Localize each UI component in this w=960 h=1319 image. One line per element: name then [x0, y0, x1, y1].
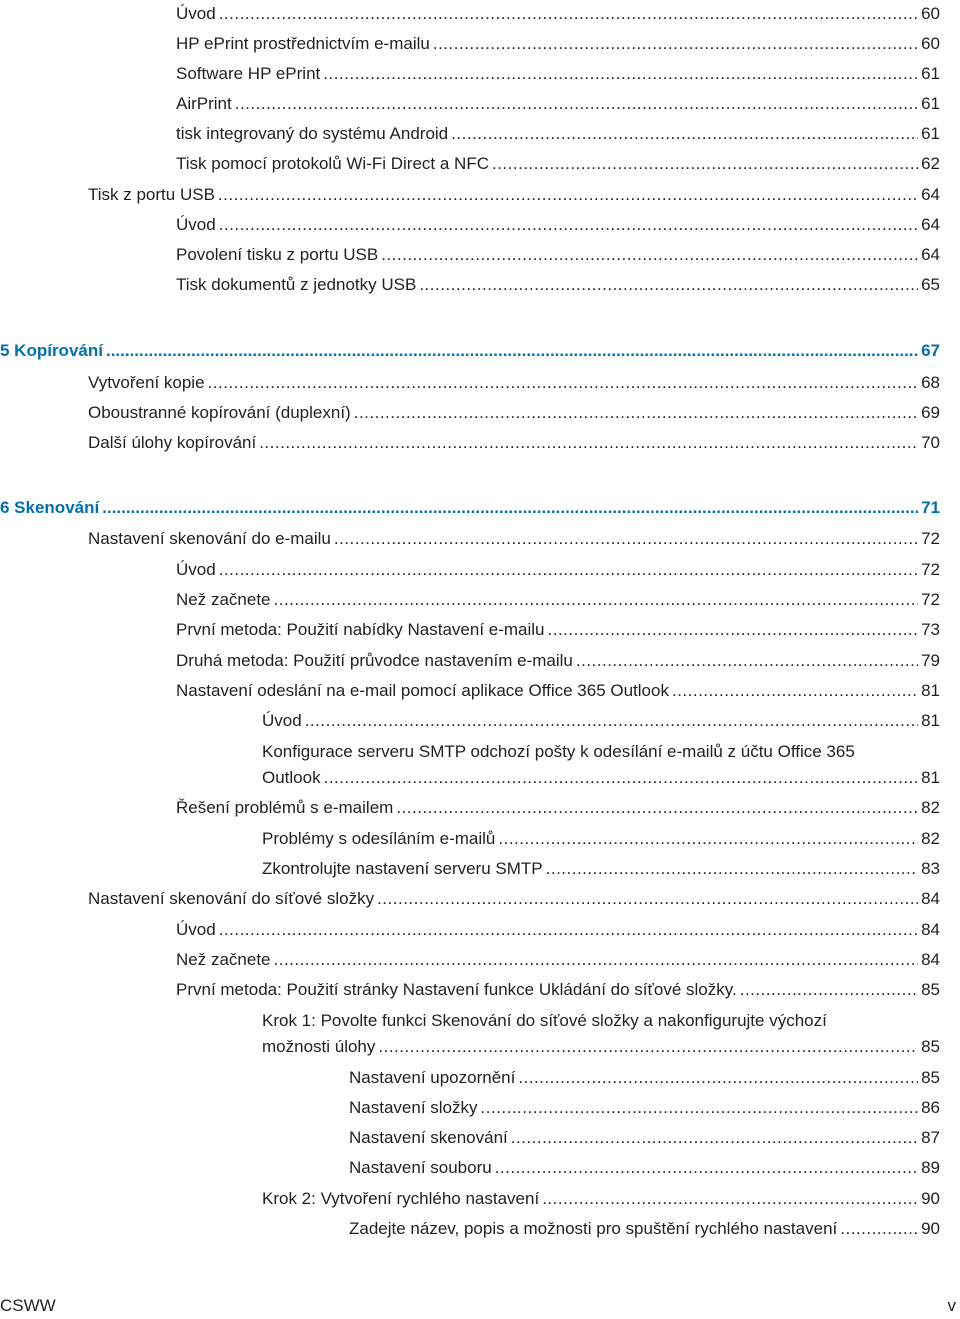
toc-entry-page: 82: [921, 829, 940, 848]
toc-entry-page: 62: [921, 154, 940, 173]
toc-entry[interactable]: [262, 739, 940, 791]
toc-entry-page: 68: [921, 373, 940, 392]
toc-entry-page: 72: [921, 560, 940, 579]
toc-entry-title: Úvod: [176, 920, 216, 939]
toc-entry[interactable]: [176, 151, 940, 177]
toc-entry[interactable]: [262, 708, 940, 734]
toc-entry[interactable]: [176, 61, 940, 87]
toc-entry[interactable]: [349, 1065, 940, 1091]
toc-entry-title: Software HP ePrint: [176, 64, 321, 83]
toc-entry-page: 64: [921, 215, 940, 234]
toc-entry-page: 72: [921, 529, 940, 548]
toc-entry[interactable]: [88, 370, 940, 396]
footer-right: v: [947, 1296, 956, 1315]
toc-entry[interactable]: [349, 1155, 940, 1181]
toc-entry[interactable]: [349, 1125, 940, 1151]
toc-entry[interactable]: [176, 648, 940, 674]
toc-chapter-title: 5 Kopírování: [0, 341, 103, 360]
toc-entry-page: 61: [921, 124, 940, 143]
toc-entry-page: 64: [921, 245, 940, 264]
toc-entry-page: 79: [921, 651, 940, 670]
toc-entry[interactable]: [88, 182, 940, 208]
toc-entry-title: Řešení problémů s e-mailem: [176, 798, 394, 817]
toc-entry-title: Zadejte název, popis a možnosti pro spuštění rychlého nastavení: [349, 1219, 838, 1238]
toc-entry-page: 65: [921, 275, 940, 294]
toc-entry-page: 81: [921, 681, 940, 700]
toc-entry-title: Konfigurace serveru SMTP odchozí pošty k odesílání e-mailů z účtu Office 365: [262, 742, 855, 761]
toc-entry-page: 85: [921, 1037, 940, 1056]
toc-entry[interactable]: [176, 121, 940, 147]
toc-entry[interactable]: [176, 795, 940, 821]
toc-entry-title: Nastavení skenování do e-mailu: [88, 529, 331, 548]
toc-entry-page: 85: [921, 980, 940, 999]
toc-entry-title: Úvod: [176, 215, 216, 234]
toc-entry-title: Nastavení odeslání na e-mail pomocí aplikace Office 365 Outlook: [176, 681, 669, 700]
toc-entry-title: První metoda: Použití stránky Nastavení funkce Ukládání do síťové složky.: [176, 980, 737, 999]
toc-chapter-title: 6 Skenování: [0, 498, 100, 517]
toc-entry-title: Tisk dokumentů z jednotky USB: [176, 275, 417, 294]
toc-chapter-entry[interactable]: [0, 495, 940, 521]
toc-entry-title: Než začnete: [176, 950, 271, 969]
toc-entry-title: Než začnete: [176, 590, 271, 609]
toc-entry-page: 61: [921, 64, 940, 83]
toc-entry-page: 84: [921, 889, 940, 908]
toc-entry-page: 60: [921, 34, 940, 53]
toc-entry-page: 64: [921, 185, 940, 204]
toc-entry-title: Tisk z portu USB: [88, 185, 215, 204]
toc-entry-title: HP ePrint prostřednictvím e-mailu: [176, 34, 430, 53]
toc-entry-page: 81: [921, 768, 940, 787]
toc-entry-title: Další úlohy kopírování: [88, 433, 257, 452]
toc-entry-page: 90: [921, 1219, 940, 1238]
toc-entry-title: AirPrint: [176, 94, 232, 113]
toc-chapter-entry[interactable]: [0, 338, 940, 364]
toc-entry-page: 73: [921, 620, 940, 639]
toc-entry-page: 60: [921, 4, 940, 23]
toc-entry[interactable]: [176, 91, 940, 117]
toc-entry[interactable]: [176, 272, 940, 298]
toc-entry-page: 85: [921, 1068, 940, 1087]
toc-entry[interactable]: [88, 886, 940, 912]
toc-entry-title: Nastavení upozornění: [349, 1068, 516, 1087]
toc-entry[interactable]: [349, 1216, 940, 1242]
toc-entry-title: Nastavení souboru: [349, 1158, 492, 1177]
toc-entry[interactable]: [262, 1186, 940, 1212]
toc-chapter-page: 71: [921, 498, 940, 517]
toc-entry[interactable]: [262, 1008, 940, 1060]
toc-entry-page: 69: [921, 403, 940, 422]
toc-entry-title: Úvod: [176, 560, 216, 579]
toc-entry-page: 84: [921, 920, 940, 939]
toc-entry[interactable]: [262, 856, 940, 882]
toc-entry-page: 90: [921, 1189, 940, 1208]
toc-entry-page: 83: [921, 859, 940, 878]
toc-entry[interactable]: [88, 526, 940, 552]
toc-entry-title: Úvod: [176, 4, 216, 23]
toc-entry-title: Krok 1: Povolte funkci Skenování do síťové složky a nakonfigurujte výchozí: [262, 1011, 827, 1030]
toc-entry-title: tisk integrovaný do systému Android: [176, 124, 449, 143]
toc-entry-title: Zkontrolujte nastavení serveru SMTP: [262, 859, 543, 878]
toc-entry[interactable]: [176, 242, 940, 268]
toc-entry-title: První metoda: Použití nabídky Nastavení e-mailu: [176, 620, 545, 639]
toc-entry-title: Vytvoření kopie: [88, 373, 205, 392]
toc-entry[interactable]: [176, 212, 940, 238]
toc-entry-title: Druhá metoda: Použití průvodce nastavením e-mailu: [176, 651, 573, 670]
toc-entry-page: 87: [921, 1128, 940, 1147]
toc-entry[interactable]: [262, 826, 940, 852]
toc-entry[interactable]: [176, 678, 940, 704]
toc-entry-title-continued: Outlook: [262, 768, 321, 787]
footer-left: CSWW: [0, 1296, 56, 1315]
toc-entry-page: 81: [921, 711, 940, 730]
toc-entry[interactable]: [176, 1, 940, 27]
toc-entry[interactable]: [176, 947, 940, 973]
toc-entry[interactable]: [88, 430, 940, 456]
toc-entry-page: 82: [921, 798, 940, 817]
toc-entry-page: 61: [921, 94, 940, 113]
toc-entry-title: Problémy s odesíláním e-mailů: [262, 829, 496, 848]
toc-entry[interactable]: [176, 557, 940, 583]
toc-entry-title: Nastavení skenování: [349, 1128, 508, 1147]
toc-entry[interactable]: [176, 587, 940, 613]
toc-entry-title: Nastavení složky: [349, 1098, 478, 1117]
toc-entry-title: Nastavení skenování do síťové složky: [88, 889, 375, 908]
toc-entry-page: 84: [921, 950, 940, 969]
toc-entry-title: Povolení tisku z portu USB: [176, 245, 379, 264]
toc-entry[interactable]: [88, 400, 940, 426]
toc-entry-page: 89: [921, 1158, 940, 1177]
toc-entry-page: 86: [921, 1098, 940, 1117]
toc-chapter-page: 67: [921, 341, 940, 360]
toc-entry[interactable]: [176, 617, 940, 643]
toc-entry-title: Úvod: [262, 711, 302, 730]
toc-entry-title-continued: možnosti úlohy: [262, 1037, 376, 1056]
toc-entry-title: Oboustranné kopírování (duplexní): [88, 403, 351, 422]
toc-entry-page: 70: [921, 433, 940, 452]
toc-entry[interactable]: [349, 1095, 940, 1121]
toc-entry-title: Krok 2: Vytvoření rychlého nastavení: [262, 1189, 540, 1208]
toc-entry-page: 72: [921, 590, 940, 609]
toc-entry-title: Tisk pomocí protokolů Wi-Fi Direct a NFC: [176, 154, 489, 173]
toc-entry[interactable]: [176, 917, 940, 943]
toc-entry[interactable]: [176, 977, 940, 1003]
toc-entry[interactable]: [176, 31, 940, 57]
